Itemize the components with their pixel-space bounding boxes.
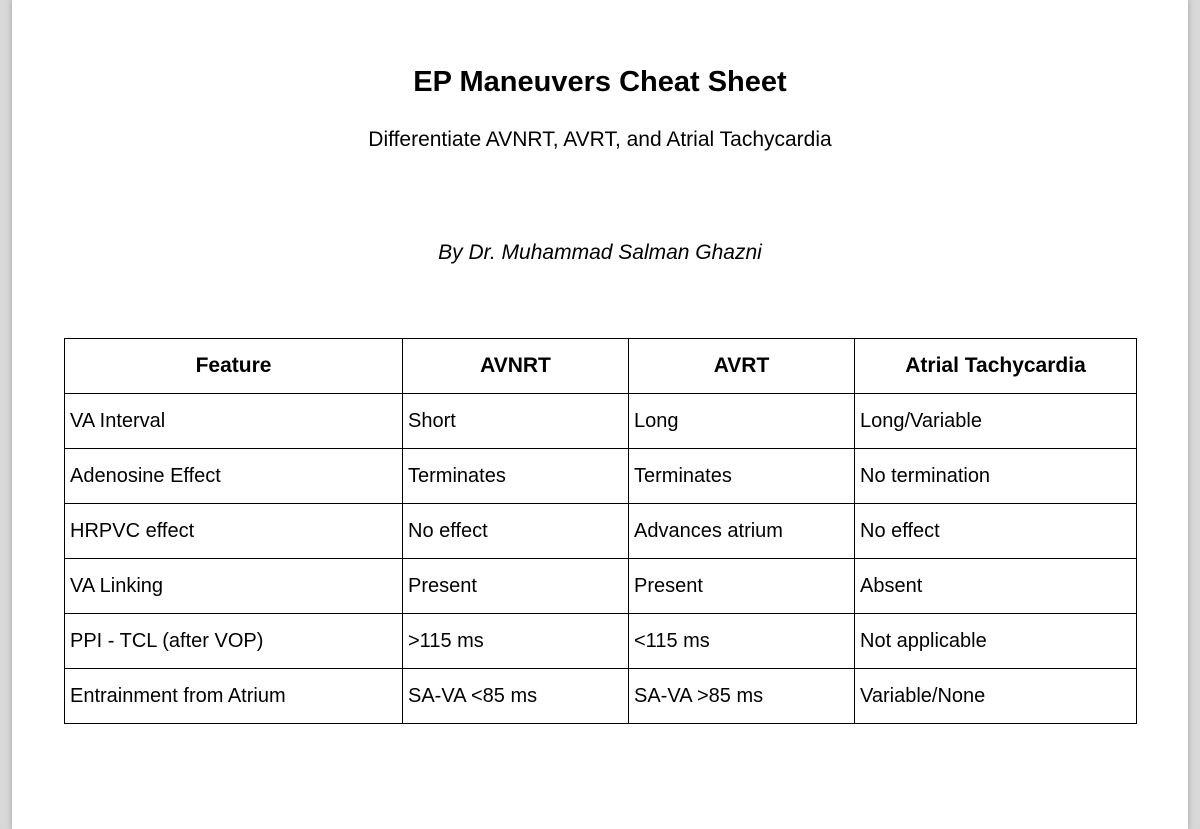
header-feature: Feature xyxy=(65,339,403,394)
avrt-cell: Long xyxy=(629,394,855,449)
table-row xyxy=(65,559,1137,614)
table-header-row xyxy=(65,339,1137,394)
feature-cell: VA Interval xyxy=(65,394,403,449)
avrt-cell: Present xyxy=(629,559,855,614)
table-row xyxy=(65,614,1137,669)
avnrt-cell: Present xyxy=(403,559,629,614)
document-author: By Dr. Muhammad Salman Ghazni xyxy=(438,241,762,264)
avrt-cell: Terminates xyxy=(629,449,855,504)
feature-cell: PPI - TCL (after VOP) xyxy=(65,614,403,669)
avrt-cell: SA-VA >85 ms xyxy=(629,669,855,724)
feature-cell: Adenosine Effect xyxy=(65,449,403,504)
avnrt-cell: No effect xyxy=(403,504,629,559)
header-avnrt: AVNRT xyxy=(403,339,629,394)
avnrt-cell: Terminates xyxy=(403,449,629,504)
atrial-tachycardia-cell: Long/Variable xyxy=(855,394,1137,449)
table-row xyxy=(65,504,1137,559)
avnrt-cell: >115 ms xyxy=(403,614,629,669)
avrt-cell: Advances atrium xyxy=(629,504,855,559)
header-avrt: AVRT xyxy=(629,339,855,394)
avnrt-cell: SA-VA <85 ms xyxy=(403,669,629,724)
document-title: EP Maneuvers Cheat Sheet xyxy=(413,66,787,98)
atrial-tachycardia-cell: Not applicable xyxy=(855,614,1137,669)
atrial-tachycardia-cell: Variable/None xyxy=(855,669,1137,724)
avrt-cell: <115 ms xyxy=(629,614,855,669)
avnrt-cell: Short xyxy=(403,394,629,449)
table-row xyxy=(65,394,1137,449)
atrial-tachycardia-cell: No effect xyxy=(855,504,1137,559)
feature-cell: VA Linking xyxy=(65,559,403,614)
table-row xyxy=(65,669,1137,724)
feature-cell: Entrainment from Atrium xyxy=(65,669,403,724)
feature-cell: HRPVC effect xyxy=(65,504,403,559)
atrial-tachycardia-cell: Absent xyxy=(855,559,1137,614)
document-subtitle: Differentiate AVNRT, AVRT, and Atrial Tachycardia xyxy=(368,128,832,151)
atrial-tachycardia-cell: No termination xyxy=(855,449,1137,504)
document-page xyxy=(12,0,1188,829)
header-atrial-tachycardia: Atrial Tachycardia xyxy=(855,339,1137,394)
table-row xyxy=(65,449,1137,504)
comparison-table xyxy=(64,338,1137,724)
